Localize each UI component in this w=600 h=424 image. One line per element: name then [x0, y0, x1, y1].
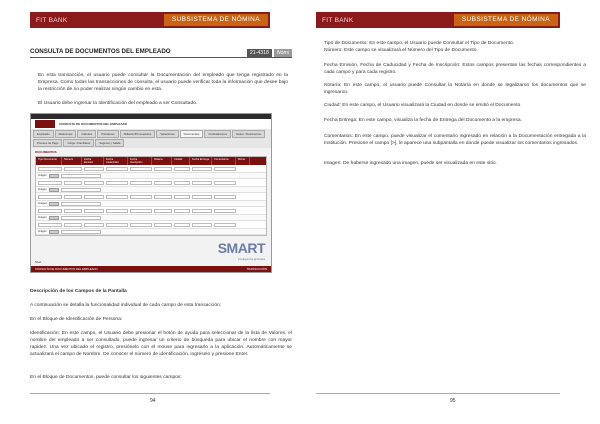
ss-image-label: Imagen [38, 216, 47, 219]
ss-col-ciudad: Ciudad [172, 157, 190, 165]
ss-footer [31, 266, 271, 272]
footer-rule [30, 393, 270, 394]
field-notaria: Notaría: En este campo, el usuario puede Consultar la Notaría en donde se legalizaron los documentos que se ingresaron. [324, 83, 586, 95]
field-ciudad: Ciudad: En este campo, el Usuario visualizará la Ciudad en donde se emitió el Documento. [324, 103, 522, 108]
ss-row [36, 221, 266, 229]
ss-col-emision: Fecha Emisión [82, 157, 104, 165]
field-numero: Número: Este campo se visualizará el Número del Tipo de Documento. [324, 48, 478, 53]
ss-table-header [36, 157, 266, 165]
ss-row [36, 165, 266, 173]
ss-col-numero: Número [62, 157, 82, 165]
transaction-code: 21-4318 [247, 49, 272, 57]
section-heading: Descripción de los Campos de la Pantalla [30, 289, 127, 294]
ss-tab-pago: Proceso de Pago [33, 139, 62, 147]
field-comentarios: Comentarios: En este campo, puede visualizar el comentario ingresado en relación a la Documentación entregada a la Institución. Presione el campo [>], le aparece una subpantalla en donde puede visualizar los comentarios ingresados. [324, 134, 586, 146]
fields-intro: A continuación se detalla la funcionalidad individual de cada campo de esta transacción: [30, 303, 222, 308]
ss-tab-vacaciones: Vacaciones [156, 130, 178, 138]
ss-tab-afiliacion: Afiliación/Proveedores [120, 130, 156, 138]
ss-col-caducidad: Fecha Caducidad [104, 157, 128, 165]
ss-col-entrega: Fecha Entrega [190, 157, 212, 165]
ss-row [36, 193, 266, 201]
page-header [316, 12, 560, 28]
ss-col-comentarios: Comentarios [212, 157, 236, 165]
intro-paragraph: En esta transacción, el usuario puede consultar la Documentación del empleado que tenga registrado en la Empresa. Como todas las transacciones de consulta, el usuario puede verificar toda la información que desee bajo la restricción de no poder realizar ningún cambio en esta. [38, 73, 288, 92]
field-fecha-entrega: Fecha Entrega: En este campo, visualiza la fecha de Entrega del Documento a la empresa. [324, 118, 522, 123]
ss-footer-left: CONSULTA DE DOCUMENTOS DEL EMPLEADO [35, 267, 98, 271]
smart-logo: SMART [217, 240, 265, 256]
ss-image-label: Imagen [38, 174, 47, 177]
subsystem-label: SUBSISTEMA DE NÓMINA [454, 14, 558, 26]
document-title: CONSULTA DE DOCUMENTOS DEL EMPLEADO [30, 48, 171, 55]
page-right [300, 0, 600, 424]
ss-col-borrar: Borrar [236, 157, 250, 165]
ss-tab-documentos: Documentos [180, 130, 204, 138]
ss-titlebar [31, 119, 271, 129]
footer-rule [316, 393, 560, 394]
field-fechas: Fecha Emisión, Fecha de Caducidad y Fecha de Inscripción: Estos campos presentan las fechas correspondientes a cada campo y para cada registro. [324, 63, 586, 75]
ss-level-label: Nivel [35, 260, 42, 264]
ss-documents-table [35, 156, 267, 236]
ss-tab-calculos: Cálculos [77, 130, 96, 138]
page-number: 94 [150, 398, 156, 404]
ss-col-tipo: Tipo Documento [36, 157, 62, 165]
module-label: Nómi [274, 49, 292, 57]
brand-label: FIT BANK [36, 16, 68, 24]
ss-tab-deber: Deber / Descuentos [232, 130, 265, 138]
ss-tab-seguros: Seguros y Salida [95, 139, 124, 147]
embedded-screenshot [30, 113, 272, 273]
identification-block-label: En el Bloque de Identificación de Persona: [30, 317, 123, 322]
ss-col-inscripcion: Fecha Inscripción [128, 157, 152, 165]
brand-label: FIT BANK [322, 16, 354, 24]
ss-logo [35, 120, 55, 128]
field-tipo-documento: Tipo de Documento: En este campo, el Usuario puede Consultar el Tipo de Documento. [324, 41, 515, 46]
ss-row [36, 207, 266, 215]
ss-title: CONSULTA DE DOCUMENTOS DEL EMPLEADO [59, 122, 128, 126]
ss-tabs [31, 129, 271, 148]
smart-logo-sub: Inteligencia aplicada [237, 257, 265, 261]
identification-description: Identificación: En este campo, el Usuario debe presionar el botón de ayuda para seleccionar de la lista de Valores, el nombre del empleado a ser consultado, puede ingresar un criterio de búsqueda para ubicar el nombre con mayor rapidez. Una vez ubicado el registro, presiónelo con el mouse para ingresarlo a la aplicación. Automáticamente se actualizará el campo de Nombre. De conocer el número de identificación, ingréselo y presione Enter. [30, 331, 292, 357]
ss-tab-cargo: Cargo / Familiares [63, 139, 94, 147]
documents-block-label: En el Bloque de Documentos, puede consultar los siguientes campos: [30, 375, 182, 380]
ss-tab-contrataciones: Contrataciones [204, 130, 231, 138]
ss-footer-right: TRANSACCIÓN [246, 267, 267, 271]
ss-image-label: Imagen [38, 188, 47, 191]
subsystem-label: SUBSISTEMA DE NÓMINA [164, 14, 268, 26]
ss-image-row [36, 229, 266, 235]
ss-tab-relaciones: Relaciones [55, 130, 77, 138]
ss-image-label: Imagen [38, 230, 47, 233]
ss-tab-empleado: Empleado [33, 130, 54, 138]
field-imagen: Imagen: De haberse ingresado una imagen, puede ser visualizada en este sitio. [324, 161, 497, 166]
ss-tab-prestamos: Préstamos [97, 130, 118, 138]
document-title-row [30, 46, 292, 58]
ss-section-label: DOCUMENTOS [35, 150, 57, 154]
ss-row [36, 179, 266, 187]
ss-col-notaria: Notaría [152, 157, 172, 165]
ss-image-label: Imagen [38, 202, 47, 205]
instruction-paragraph: El Usuario debe ingresar la Identificación del empleado a ser Consultado. [38, 101, 198, 106]
page-header [30, 12, 270, 28]
page-number: 95 [450, 398, 456, 404]
